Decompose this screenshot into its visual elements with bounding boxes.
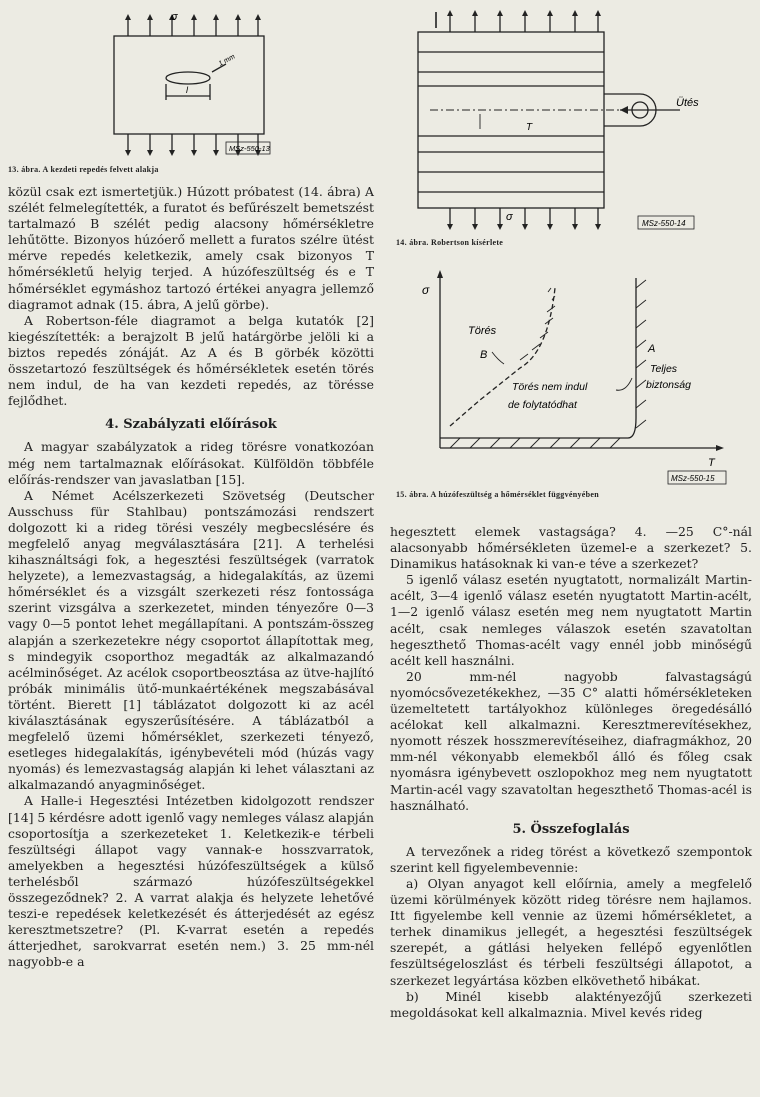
- safety-label-2: biztonság: [646, 379, 691, 391]
- safety-label: Teljes: [650, 363, 678, 375]
- break-label: Törés: [468, 325, 497, 337]
- figure-code: MSz-550-15: [671, 474, 715, 483]
- paragraph: 5 igenlő válasz esetén nyugtatott, normalizált Martin-acélt, 3—4 igenlő válasz esetén nyugtatott Martin-acélt, 1—2 igenlő válasz esetén meg nem nyugtatott Martin acélt, csak nemleges válaszok esetén szavatoltan hegeszthető Thomas-acélt vagy ennél jobb minőségű acélt kell használni.: [390, 572, 752, 668]
- figure-13: [108, 8, 273, 160]
- impact-label: Ütés: [676, 97, 699, 109]
- crack-width-label: 1 mm: [217, 53, 237, 68]
- no-break-label: Törés nem indul: [512, 381, 588, 393]
- section-5-title: 5. Összefoglalás: [512, 821, 630, 837]
- paragraph: A Halle-i Hegesztési Intézetben kidolgozott rendszer [14] 5 kérdésre adott igenlő vagy nemleges válasz alapján csoportosítja a szerkezeteket 1. Keletkezik-e térbeli feszültségi állapot vagy vannak-e hosszvarratok, amelyekben a hegesztési húzófeszültségek a külső terhelésből származó húzófeszültségekkel összegeződnek? 2. A varrat alakja és helyzete lehetővé teszi-e repedések keletkezését és átterjedését az egész keresztmetszetre? (Pl. K-varrat esetén a repedés átterjedhet, sarokvarrat esetén nem.) 3. 25 mm-nél nagyobb-e a: [8, 793, 374, 970]
- figure-15-caption: 15. ábra. A húzófeszültség a hőmérséklet függvényében: [396, 490, 600, 499]
- paragraph: A magyar szabályzatok a rideg törésre vonatkozóan még nem tartalmaznak előírásokat. Külföldön többféle előírás-rendszer van javaslatban [15].: [8, 439, 374, 487]
- y-axis-label: σ: [422, 283, 430, 297]
- paragraph: A Robertson-féle diagramot a belga kutatók [2] kiegészítették: a berajzolt B jelű határgörbe jelöli ki a biztos repedés zónáját. Az A és B görbék közötti összetartozó feszültségek és hőmérsékletek esetén törés nem indul, de ha van kezdeti repedés, az törésse fejlődhet.: [8, 312, 374, 409]
- sigma-label: σ: [171, 11, 178, 23]
- no-break-label-2: de folytatódhat: [508, 399, 577, 411]
- curve-b-label: B: [480, 349, 488, 361]
- temperature-label: T: [526, 122, 533, 133]
- paragraph: 20 mm-nél nagyobb falvastagságú nyomócsővezetékekhez, —35 C° alatti hőmérsékleteken üzemeltetett tartályokhoz különleges öregedésálló acélokat kell alkalmazni. Keresztmerevítésekhez, nyomott részek hosszmerevítéseihez, diafragmákhoz, 20 mm-nél vékonyabb elemekből álló és főleg csak nyomásra igénybevett oszlopokhoz meg nem nyugtatott Martin-acél vagy szavatoltan hegeszthető Thomas-acél is használható.: [390, 668, 752, 813]
- paragraph: közül csak ezt ismertetjük.) Húzott próbatest (14. ábra) A szélét felmelegítették, a furatot és befűrészelt bemetszést tartalmazó B szélét pedig alacsony hőmérsékletre lehűtötte. Bizonyos húzóerő mellett a furatos szélre ütést mérve repedés keletkezik, amely csak bizonyos T hőmérsékletű helyig terjed. A húzófeszültség és e T hőmérséklet egymáshoz tartozó értékei anyagra jellemző diagramot adnak (15. ábra, A jelű görbe).: [8, 184, 374, 312]
- figure-code: MSz-550-13: [229, 144, 270, 153]
- paragraph: b) Minél kisebb alaktényezőjű szerkezeti megoldásokat kell alkalmaznia. Mivel kevés rideg: [390, 988, 752, 1020]
- curve-a: [440, 278, 636, 438]
- section-4-title: 4. Szabályzati előírások: [105, 417, 277, 433]
- paragraph: A Német Acélszerkezeti Szövetség (Deutscher Ausschuss für Stahlbau) pontszámozási rendszert dolgozott ki a rideg törési veszély megbecslésére és megfelelő anyag megválasztására [21]. A terhelési kihasználtsági fok, a hegesztési feszültségek (varratok helyzete), a lemezvastagság, a hidegalakítás, az üzemi hőmérséklet és a vizsgált szerkezeti rész fontossága szerint vizsgálva a szerkezetet, minden tényezőre 0—3 vagy 0—5 pontot lehet megállapítani. A pontszám-összeg alapján a szerkezetekre négy csoportot állapítottak meg, s mindegyik csoporthoz megadták az alkalmazandó acélminőséget. Az acélok csoportbeosztása az ütve-hajlító próbák minimális ütő-munkaértékének megszabásával történt. Bierett [1] táblázatot dolgozott ki az acél kiválasztásának egyszerűsítésére. A táblázatból a megfelelő üzemi hőmérséklet, szerkezeti tényező, esetleges hidegalakítás, igénybevételi mód (húzás vagy nyomás) és lemezvastagság alapján ki lehet választani az alkalmazandó anyagminőséget.: [8, 487, 374, 793]
- left-column: [8, 184, 374, 971]
- x-axis-label: T: [708, 457, 715, 469]
- figure-14: [410, 4, 710, 236]
- figure-15: [400, 268, 730, 488]
- initial-crack: [166, 72, 210, 84]
- curve-a-label: A: [648, 343, 656, 355]
- paragraph: a) Olyan anyagot kell előírnia, amely a megfelelő üzemi körülmények között rideg törésre nem hajlamos. Itt figyelembe kell vennie az üzemi hőmérsékletet, a terhek dinamikus jellegét, a hegesztési feszültségek szerepét, a gátlási helyeken fellépő egyenlőtlen feszültségeloszlást és térbeli feszültségi állapotot, a szerkezet legyártása közben elkövethető hibákat.: [390, 875, 752, 988]
- figure-code: MSz-550-14: [642, 219, 686, 228]
- crack-length-label: l: [186, 85, 188, 95]
- tension-arrows-top: [128, 18, 258, 36]
- paragraph: hegesztett elemek vastagsága? 4. —25 C°-nál alacsonyabb hőmérsékleten üzemel-e a szerkezet? 5. Dinamikus hatásoknak ki van-e téve a szerkezet?: [390, 524, 752, 572]
- figure-13-caption: 13. ábra. A kezdeti repedés felvett alakja: [8, 165, 159, 174]
- figure-14-caption: 14. ábra. Robertson kísérlete: [396, 238, 504, 247]
- sigma-label: σ: [506, 211, 513, 223]
- right-column: [390, 524, 752, 1021]
- paragraph: A tervezőnek a rideg törést a következő szempontok szerint kell figyelembevennie:: [390, 843, 752, 875]
